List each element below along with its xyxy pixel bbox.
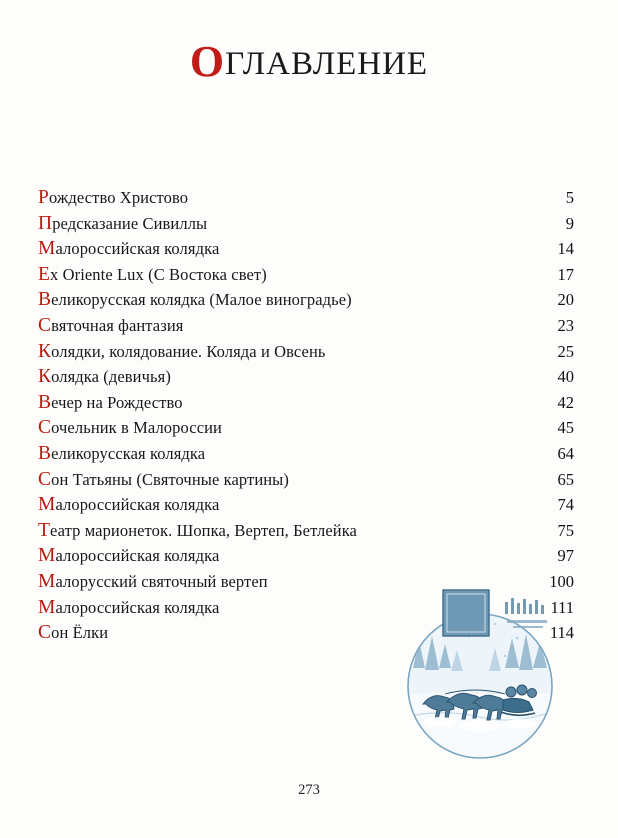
toc-entry-title <box>38 546 219 566</box>
toc-entry-title <box>38 342 326 362</box>
toc-entry-initial: С <box>38 417 52 439</box>
toc-entry-text: ождество Христово <box>48 188 189 207</box>
toc-entry[interactable] <box>38 444 580 470</box>
toc-entry-page: 20 <box>557 290 574 310</box>
toc-entry-page: 42 <box>557 392 574 412</box>
toc-entry-text: алорусский святочный вертеп <box>55 571 268 591</box>
toc-entry-title <box>38 316 183 336</box>
toc-entry-page: 97 <box>557 546 574 566</box>
toc-entry-page: 40 <box>557 367 574 387</box>
toc-entry-title <box>38 572 268 592</box>
toc-entry-text: алороссийская колядка <box>55 546 220 566</box>
toc-entry-text: олядка (девичья) <box>51 367 171 387</box>
toc-entry-initial: М <box>38 494 56 516</box>
toc-entry[interactable] <box>38 316 580 342</box>
toc-entry-text: алороссийская колядка <box>55 239 220 259</box>
toc-entry-initial: М <box>38 570 56 592</box>
toc-entry-title <box>38 265 267 285</box>
toc-entry-text: еликорусская колядка (Малое виноградье) <box>51 290 352 310</box>
toc-entry[interactable] <box>38 521 580 547</box>
toc-entry-text: алороссийская колядка <box>55 597 220 617</box>
troika-winter-vignette <box>385 576 575 776</box>
toc-entry-initial: П <box>38 212 53 234</box>
toc-entry-page: 25 <box>557 341 574 361</box>
toc-entry-initial: Т <box>38 519 51 541</box>
toc-entry-page: 74 <box>557 495 574 515</box>
toc-entry-text: олядки, колядование. Коляда и Овсень <box>51 341 326 361</box>
toc-entry[interactable] <box>38 546 580 572</box>
toc-entry-title <box>38 495 219 515</box>
toc-entry-text: он Татьяны (Святочные картины) <box>51 469 289 489</box>
toc-entry-text: еатр марионеток. Шопка, Вертеп, Бетлейка <box>50 520 357 540</box>
drop-cap: О <box>189 37 226 86</box>
toc-entry-page: 100 <box>549 571 574 591</box>
toc-entry-page: 23 <box>557 315 574 335</box>
toc-entry[interactable] <box>38 239 580 265</box>
toc-entry-title <box>38 598 219 618</box>
page-title-text: ГЛАВЛЕНИЕ <box>225 46 429 82</box>
toc-entry-title <box>38 367 171 387</box>
toc-entry-text: редсказание Сивиллы <box>52 213 208 233</box>
toc-entry-title <box>38 470 289 490</box>
toc-entry[interactable] <box>38 342 580 368</box>
toc-entry[interactable] <box>38 470 580 496</box>
toc-entry-page: 64 <box>557 443 574 463</box>
toc-entry-page: 114 <box>549 623 574 643</box>
folio-number: 273 <box>298 782 320 798</box>
toc-entry-initial: С <box>38 468 52 490</box>
toc-entry-initial: С <box>38 622 52 644</box>
toc-entry-text: вяточная фантазия <box>51 315 184 335</box>
toc-entry-initial: В <box>38 442 52 464</box>
toc-entry-title <box>38 214 207 234</box>
toc-entry[interactable] <box>38 393 580 419</box>
toc-entry-initial: Р <box>38 187 49 208</box>
toc-entry-text: x Oriente Lux (С Востока свет) <box>50 264 267 284</box>
toc-entry[interactable] <box>38 495 580 521</box>
toc-entry-page: 9 <box>565 213 574 233</box>
toc-entry-text: алороссийская колядка <box>55 495 220 515</box>
toc-entry[interactable] <box>38 367 580 393</box>
toc-entry-page: 5 <box>565 188 574 207</box>
toc-entry[interactable] <box>38 214 580 240</box>
toc-entry-page: 65 <box>557 469 574 489</box>
toc-entry-title <box>38 623 108 643</box>
toc-entry-title <box>38 290 352 310</box>
toc-entry-initial: К <box>38 366 52 388</box>
page-title <box>0 36 618 87</box>
toc-entry-title <box>38 418 222 438</box>
toc-entry-text: ечер на Рождество <box>51 392 183 412</box>
toc-entry-text: очельник в Малороссии <box>51 418 222 438</box>
toc-entry-text: еликорусская колядка <box>51 443 206 463</box>
toc-entry-initial: М <box>38 545 56 567</box>
toc-entry-initial: М <box>38 238 56 260</box>
toc-entry-page: 75 <box>557 520 574 540</box>
toc-entry-initial: С <box>38 314 52 336</box>
toc-entry-title <box>38 239 219 259</box>
toc-entry-initial: В <box>38 391 52 413</box>
toc-entry-initial: В <box>38 289 52 311</box>
toc-entry-title <box>38 393 183 413</box>
toc-entry-title <box>38 188 188 208</box>
toc-entry-initial: М <box>38 596 56 618</box>
toc-entry-page: 17 <box>557 264 574 284</box>
toc-entry-page: 45 <box>557 418 574 438</box>
toc-entry-text: он Ёлки <box>51 623 109 643</box>
toc-entry-initial: К <box>38 340 52 362</box>
toc-entry-title <box>38 444 205 464</box>
toc-entry[interactable] <box>38 188 580 214</box>
toc-entry-title <box>38 521 357 541</box>
toc-entry[interactable] <box>38 290 580 316</box>
toc-entry[interactable] <box>38 265 580 291</box>
toc-entry[interactable] <box>38 418 580 444</box>
toc-entry-page: 14 <box>557 239 574 259</box>
toc-entry-initial: E <box>38 263 51 285</box>
toc-entry-page: 111 <box>550 597 574 617</box>
